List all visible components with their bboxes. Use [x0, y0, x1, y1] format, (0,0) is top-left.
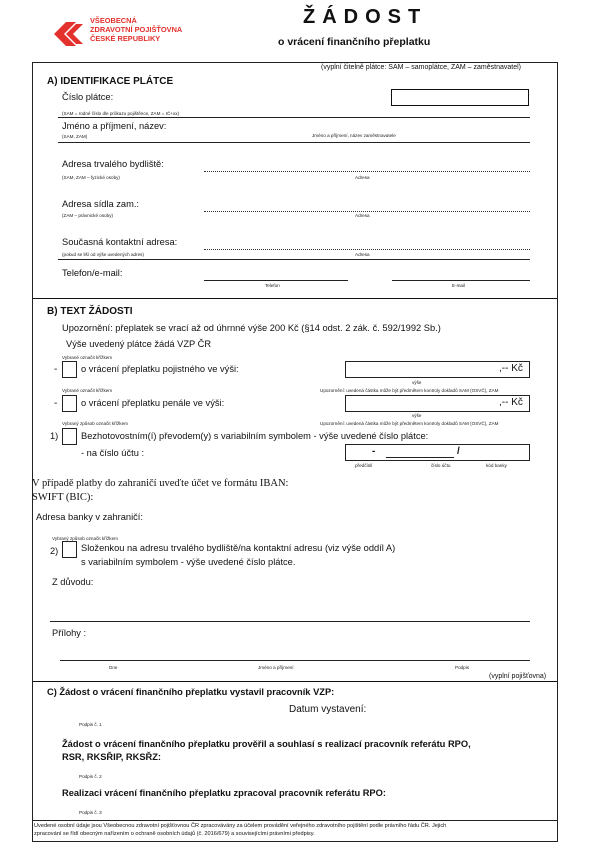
vyse-caption: výše: [412, 413, 422, 418]
adresa-caption: Adresa: [355, 175, 370, 180]
kontaktni-label: Současná kontaktní adresa:: [62, 237, 178, 247]
footer-line-1: Uvedené osobní údaje jsou Všeobecnou zdravotní pojišťovnou ČR zpracovávány za účelem provádění veřejného zdravotního pojištění podle právního řádu ČR. Jejich: [34, 823, 447, 829]
adresa-caption: Adresa: [355, 213, 370, 218]
divider: [32, 820, 557, 821]
podpis-caption: Podpis: [455, 665, 470, 670]
prilohy-label: Přílohy :: [52, 628, 87, 638]
adresa-sidla-note: (ZAM – právnické osoby): [62, 213, 114, 218]
vyplni-pojistovna: (vyplní pojišťovna): [489, 673, 547, 680]
vyse-caption: výše: [412, 380, 422, 385]
section-b-title: B) TEXT ŽÁDOSTI: [47, 306, 133, 317]
vzp-logo: [52, 14, 212, 54]
opt-slozenka-line-1: Složenkou na adresu trvalého bydliště/na kontaktní adresu (viz výše oddíl A): [81, 543, 396, 553]
checkbox-pojistne[interactable]: [62, 361, 77, 378]
vybrane-note: Vybrané označit křížkem: [62, 388, 113, 393]
vybrany-zpusob-note: Vybraný způsob označit křížkem: [62, 421, 128, 426]
account-dash: -: [372, 446, 376, 457]
divider: [32, 681, 557, 682]
divider: [32, 298, 557, 299]
kod-banky-caption: kód banky: [486, 463, 507, 468]
realizaci-text: Realizaci vrácení finančního přeplatku zpracoval pracovník referátu RPO:: [62, 788, 386, 798]
page-title: ŽÁDOST: [303, 6, 428, 28]
kontaktni-input[interactable]: [204, 249, 530, 250]
vybrany-zpusob-note: Vybraný způsob označit křížkem: [52, 536, 118, 541]
jmeno-label: Jméno a příjmení, název:: [62, 121, 167, 131]
adresa-banky-label: Adresa banky v zahraničí:: [36, 512, 143, 522]
opt-slozenka-line-2: s variabilním symbolem - výše uvedené číslo plátce.: [81, 557, 296, 567]
logo-line-2: ZDRAVOTNÍ POJIŠŤOVNA: [90, 25, 183, 34]
upozorneni-small: Upozornění: uvedená částka může být předmětem kontroly dokladů SAM (OSVČ), ZAM: [320, 388, 499, 393]
adresa-sidla-label: Adresa sídla zam.:: [62, 199, 139, 209]
dash: -: [54, 398, 58, 409]
checkbox-slozenka[interactable]: [62, 541, 77, 558]
opt-pojistne-label: o vrácení přeplatku pojistného ve výši:: [81, 364, 239, 374]
dne-caption: Dne: [109, 665, 118, 670]
divider: [58, 117, 530, 118]
proveril-line-1: Žádost o vrácení finančního přeplatku prověřil a souhlasí s realizací pracovník referátu RPO,: [62, 739, 471, 749]
kc-suffix: ,-- Kč: [499, 363, 523, 374]
section-c-title: C) Žádost o vrácení finančního přeplatku vystavil pracovník VZP:: [47, 687, 335, 697]
opt-penale-label: o vrácení přeplatku penále ve výši:: [81, 398, 225, 408]
checkbox-penale[interactable]: [62, 395, 77, 412]
jmeno-prijmeni-caption: Jméno a příjmení: [258, 665, 294, 670]
option-number-2: 2): [50, 546, 59, 556]
z-duvodu-label: Z důvodu:: [52, 577, 94, 587]
proveril-line-2: RSR, RKSŘIP, RKSŘZ:: [62, 752, 162, 762]
cislo-platce-label: Číslo plátce:: [62, 92, 114, 102]
frame-right: [557, 62, 558, 841]
predcisli-caption: předčíslí: [355, 463, 373, 468]
opt-bezhotovostni-label: Bezhotovostním(í) převodem(y) s variabilním symbolem - výše uvedené číslo plátce:: [81, 431, 429, 441]
frame-bottom: [32, 841, 558, 842]
adresa-trvala-input[interactable]: [204, 171, 530, 172]
vybrane-note: Vybrané označit křížkem: [62, 355, 113, 360]
email-caption: E-mail: [452, 283, 466, 288]
datum-vystaveni-label: Datum vystavení:: [289, 704, 367, 715]
logo-line-3: ČESKÉ REPUBLIKY: [90, 34, 161, 43]
page-subtitle: o vrácení finančního přeplatku: [278, 36, 431, 48]
checkbox-bezhotovostni[interactable]: [62, 428, 77, 445]
footer-line-2: zpracování se řídí obecným nařízením o ochraně osobních údajů (č. 2016/679) a souvisejícími právními předpisy.: [34, 831, 315, 837]
logo-line-1: VŠEOBECNÁ: [90, 16, 137, 25]
cislo-platce-input[interactable]: [391, 89, 529, 106]
dash: -: [54, 364, 58, 375]
telefon-caption: Telefon: [265, 283, 280, 288]
cislo-uctu-caption: číslo účtu: [431, 463, 451, 468]
z-duvodu-input[interactable]: [50, 621, 530, 622]
section-a-title: A) IDENTIFIKACE PLÁTCE: [47, 76, 174, 87]
telefon-label: Telefon/e-mail:: [62, 268, 123, 278]
option-number-1: 1): [50, 431, 59, 441]
adresa-caption: Adresa: [355, 252, 370, 257]
kontaktni-note: (pokud se liší od výše uvedených adres): [62, 252, 144, 257]
podpis-3-caption: Podpis č. 3: [79, 810, 102, 815]
zahranici-text: V případě platby do zahraničí uveďte účet ve formátu IBAN:: [32, 478, 289, 489]
top-note: (vyplní čitelně plátce: SAM – samoplátce, ZAM – zaměstnavatel): [321, 64, 521, 71]
telefon-input[interactable]: [204, 280, 348, 281]
divider: [32, 62, 557, 63]
vzp-logo-icon: [52, 20, 84, 48]
account-slash: /: [457, 446, 460, 457]
kc-suffix: ,-- Kč: [499, 397, 523, 408]
adresa-sidla-input[interactable]: [204, 211, 530, 212]
podpis-2-caption: Podpis č. 2: [79, 774, 102, 779]
frame-left: [32, 62, 33, 841]
vyse-uvedeny-text: Výše uvedený plátce žádá VZP ČR: [66, 339, 212, 349]
na-cislo-label: - na číslo účtu :: [81, 448, 145, 458]
jmeno-caption: Jméno a příjmení, název zaměstnavatele: [312, 133, 396, 138]
email-input[interactable]: [392, 280, 530, 281]
adresa-trvala-note: (SAM, ZAM – fyzické osoby): [62, 175, 120, 180]
jmeno-input[interactable]: [58, 142, 530, 143]
jmeno-note: (SAM, ZAM): [62, 134, 88, 139]
cislo-platce-note: (SAM = rodné číslo dle průkazu pojištěnce, ZAM = IČ+xx): [62, 111, 180, 116]
account-underline: [386, 457, 454, 458]
prilohy-input[interactable]: [60, 660, 530, 661]
swift-label: SWIFT (BIC):: [32, 492, 94, 503]
upozorneni-small: Upozornění: uvedená částka může být předmětem kontroly dokladů SAM (OSVČ), ZAM: [320, 421, 499, 426]
adresa-trvala-label: Adresa trvalého bydliště:: [62, 159, 164, 169]
divider: [58, 259, 530, 260]
upozorneni-text: Upozornění: přeplatek se vrací až od úhrnné výše 200 Kč (§14 odst. 2 zák. č. 592/1992 Sb.): [62, 323, 441, 333]
podpis-1-caption: Podpis č. 1: [79, 722, 102, 727]
